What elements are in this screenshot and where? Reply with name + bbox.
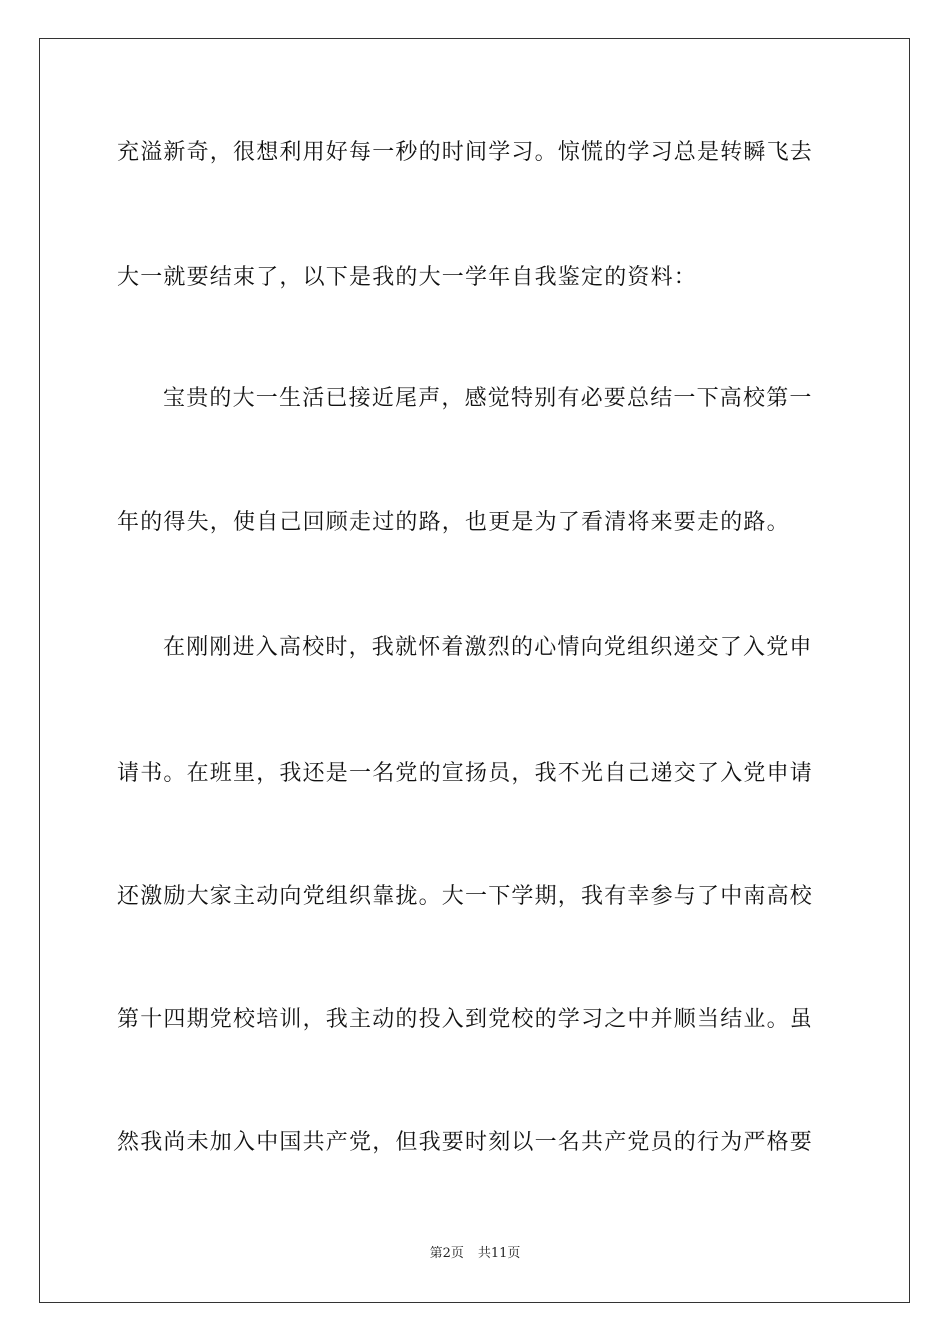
text-line-8: 第十四期党校培训，我主动的投入到党校的学习之中并顺当结业。虽	[117, 1007, 814, 1032]
current-page-label: 第2页	[429, 1246, 464, 1261]
text-line-4: 年的得失，使自己回顾走过的路，也更是为了看清将来要走的路。	[117, 510, 790, 535]
text-line-5: 在刚刚进入高校时，我就怀着激烈的心情向党组织递交了入党申	[163, 635, 813, 660]
page-footer	[0, 1245, 950, 1263]
page-frame	[39, 38, 910, 1303]
total-pages-label: 共11页	[477, 1246, 521, 1261]
text-line-3: 宝贵的大一生活已接近尾声，感觉特别有必要总结一下高校第一	[163, 386, 813, 411]
text-line-6: 请书。在班里，我还是一名党的宣扬员，我不光自己递交了入党申请	[117, 761, 814, 786]
text-line-2: 大一就要结束了，以下是我的大一学年自我鉴定的资料：	[117, 265, 698, 290]
text-line-9: 然我尚未加入中国共产党，但我要时刻以一名共产党员的行为严格要	[117, 1130, 814, 1155]
text-line-7: 还激励大家主动向党组织靠拢。大一下学期，我有幸参与了中南高校	[117, 884, 814, 909]
text-line-1: 充溢新奇，很想利用好每一秒的时间学习。惊慌的学习总是转瞬飞去	[117, 140, 814, 165]
